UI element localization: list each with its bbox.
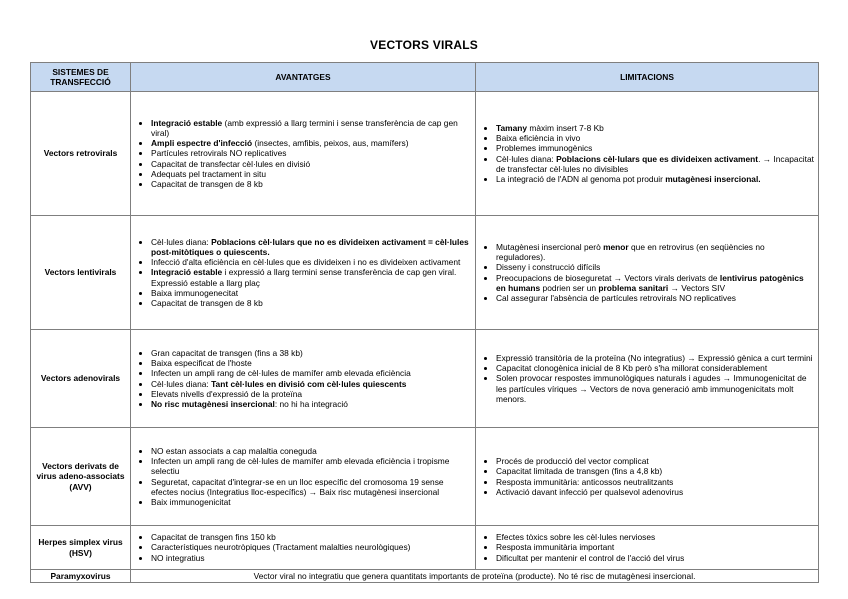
text: Infecció d'alta eficiència en cèl·lules que es divideixen i no es divideixen activament — [151, 257, 461, 268]
text: i expressió a llarg termini sense transferència de cap gen viral. Expressió estable a llarg plaç — [151, 267, 457, 288]
advantage-item — [151, 348, 471, 358]
header-row — [31, 63, 819, 92]
limitation-item — [496, 143, 814, 153]
text: Infecten un ampli rang de cèl·lules de mamífer amb elevada eficiència i tropisme selectiu — [151, 456, 450, 477]
bold-text: Ampli espectre d'infecció — [151, 138, 253, 149]
limitation-item — [496, 542, 814, 552]
advantage-item — [151, 379, 471, 389]
text: Resposta immunitària: anticossos neutralitzants — [496, 476, 674, 487]
advantage-list — [131, 117, 475, 190]
text: Capacitat de transgen de 8 kb — [151, 179, 263, 189]
limitations-cell — [476, 330, 819, 428]
limitation-item — [496, 273, 814, 293]
vectors-table — [30, 62, 819, 583]
limitation-item — [496, 553, 814, 563]
advantage-item — [151, 138, 471, 148]
text: Cal assegurar l'absència de partícules retrovirals NO replicatives — [496, 292, 736, 303]
system-name: Vectors retrovirals — [31, 92, 131, 216]
advantage-item — [151, 169, 471, 179]
limitation-item — [496, 293, 814, 303]
bold-text: lentivirus patogènics en humans — [496, 272, 804, 293]
limitation-item — [496, 466, 814, 476]
limitation-item — [496, 242, 814, 262]
bold-text: Poblacions cèl·lulars que no es divideixen activament = cèl·lules post-mitòtiques o quiescents. — [151, 236, 469, 257]
table-row — [31, 216, 819, 330]
bold-text: Tant cèl·lules en divisió com cèl·lules quiescents — [211, 378, 407, 389]
advantage-item — [151, 456, 471, 476]
bold-text: problema sanitari — [598, 282, 669, 293]
text: (amb expressió a llarg termini i sense transferència de cap gen viral) — [151, 117, 458, 138]
limitation-item — [496, 477, 814, 487]
advantage-item — [151, 148, 471, 158]
system-name: Vectors derivats de virus adeno-associats (AVV) — [31, 428, 131, 526]
table-row — [31, 330, 819, 428]
advantages-cell — [131, 92, 476, 216]
text: . → Incapacitat de transfectar cèl·lules no divisibles — [496, 153, 814, 174]
header-limitations: LIMITACIONS — [476, 63, 819, 92]
bold-text: Tamany — [496, 122, 528, 133]
advantage-item — [151, 553, 471, 563]
advantages-cell — [131, 526, 476, 570]
text: Adequats pel tractament in situ — [151, 168, 266, 179]
paramyxovirus-description: Vector viral no integratiu que genera quantitats importants de proteïna (producte). No té risc de mutagènesi insercional. — [131, 570, 819, 583]
table-row — [31, 92, 819, 216]
advantage-item — [151, 159, 471, 169]
limitation-item — [496, 532, 814, 542]
limitation-item — [496, 353, 814, 363]
text: (insectes, amfibis, peixos, aus, mamífers) — [252, 138, 409, 149]
text: → Vectors SIV — [668, 282, 726, 293]
text: podrien ser un — [540, 282, 599, 293]
text: màxim insert 7-8 Kb — [527, 122, 604, 133]
system-name: Herpes simplex virus (HSV) — [31, 526, 131, 570]
text: Capacitat de transfectar cèl·lules en divisió — [151, 158, 311, 169]
header-advantages: AVANTATGES — [131, 63, 476, 92]
text: La integració de l'ADN al genoma pot produir — [496, 173, 666, 184]
limitation-list — [476, 455, 818, 498]
text: Cèl·lules diana: — [151, 378, 212, 389]
text: Baix immunogenicitat — [151, 496, 231, 507]
system-name: Vectors adenovirals — [31, 330, 131, 428]
advantages-cell — [131, 428, 476, 526]
text: : no hi ha integració — [274, 398, 348, 409]
advantage-item — [151, 399, 471, 409]
advantage-item — [151, 237, 471, 257]
text: Capacitat de transgen de 8 kb — [151, 298, 263, 308]
text: Capacitat limitada de transgen (fins a 4,8 kb) — [496, 466, 663, 477]
text: Cèl·lules diana: — [496, 153, 557, 164]
text: Seguretat, capacitat d'integrar-se en un lloc específic del cromosoma 19 sense efectes nocius (Integratius lloc-específics) → Baix risc mutagènesi insercional — [151, 476, 444, 497]
limitation-item — [496, 174, 814, 184]
limitations-cell — [476, 92, 819, 216]
advantage-item — [151, 288, 471, 298]
advantage-item — [151, 298, 471, 308]
text: Mutagènesi insercional però — [496, 241, 604, 252]
bold-text: No risc mutagènesi insercional — [151, 398, 275, 409]
advantage-item — [151, 267, 471, 287]
advantages-cell — [131, 216, 476, 330]
limitation-list — [476, 122, 818, 185]
advantage-list — [131, 531, 475, 564]
table-row-last — [31, 570, 819, 583]
text: NO estan associats a cap malaltia coneguda — [151, 445, 317, 456]
advantage-item — [151, 446, 471, 456]
advantage-item — [151, 497, 471, 507]
text: Dificultat per mantenir el control de l'acció del virus — [496, 552, 685, 563]
limitation-item — [496, 262, 814, 272]
text: Infecten un ampli rang de cèl·lules de mamífer amb elevada eficiència — [151, 368, 411, 379]
advantages-cell — [131, 330, 476, 428]
table-row — [31, 428, 819, 526]
text: Característiques neurotròpiques (Tractament malalties neurològiques) — [151, 542, 411, 553]
text: Elevats nivells d'expressió de la proteïna — [151, 388, 303, 399]
limitations-cell — [476, 216, 819, 330]
bold-text: mutagènesi insercional. — [665, 173, 761, 184]
text: Problemes immunogènics — [496, 143, 593, 154]
advantage-item — [151, 257, 471, 267]
advantage-list — [131, 445, 475, 508]
limitations-cell — [476, 428, 819, 526]
text: Resposta immunitària important — [496, 542, 615, 553]
bold-text: Integració estable — [151, 117, 223, 128]
text: Baixa eficiència in vivo — [496, 133, 581, 144]
text: Solen provocar respostes immunològiques naturals i agudes → Immunogenicitat de les partícules víriques → Vectors de nova generació amb immunogenicitats molt menors. — [496, 373, 807, 404]
text: NO integratius — [151, 552, 205, 563]
table-row — [31, 526, 819, 570]
limitation-list — [476, 352, 818, 405]
limitation-list — [476, 531, 818, 564]
text: Capacitat clonogènica inicial de 8 Kb però s'ha millorat considerablement — [496, 363, 768, 374]
system-name: Paramyxovirus — [31, 570, 131, 583]
advantage-item — [151, 532, 471, 542]
advantage-item — [151, 368, 471, 378]
text: Activació davant infecció per qualsevol adenovirus — [496, 486, 684, 497]
document-title: VECTORS VIRALS — [370, 38, 478, 52]
limitation-item — [496, 154, 814, 174]
limitation-item — [496, 487, 814, 497]
limitation-item — [496, 456, 814, 466]
advantage-item — [151, 542, 471, 552]
advantage-list — [131, 236, 475, 309]
text: que en retrovirus (en seqüències no reguladores). — [496, 241, 765, 263]
text: Gran capacitat de transgen (fins a 38 kb) — [151, 347, 303, 358]
text: Disseny i construcció difícils — [496, 262, 601, 273]
limitations-cell — [476, 526, 819, 570]
advantage-item — [151, 477, 471, 497]
limitation-item — [496, 133, 814, 143]
limitation-item — [496, 363, 814, 373]
text: Efectes tòxics sobre les cèl·lules nervioses — [496, 532, 656, 543]
header-systems: SISTEMES DE TRANSFECCIÓ — [31, 63, 131, 92]
text: Cèl·lules diana: — [151, 236, 212, 247]
advantage-item — [151, 118, 471, 138]
limitation-item — [496, 373, 814, 404]
text: Baixa especificat de l'hoste — [151, 358, 252, 369]
text: Preocupacions de bioseguretat → Vectors virals derivats de — [496, 272, 720, 283]
bold-text: Poblacions cèl·lulars que es divideixen activament — [556, 153, 759, 164]
advantage-item — [151, 389, 471, 399]
system-name: Vectors lentivirals — [31, 216, 131, 330]
limitation-list — [476, 241, 818, 304]
advantage-list — [131, 347, 475, 410]
text: Baixa immunogenecitat — [151, 287, 239, 298]
bold-text: menor — [603, 241, 629, 252]
text: Partícules retrovirals NO replicatives — [151, 148, 287, 159]
table-body — [31, 92, 819, 583]
text: Capacitat de transgen fins 150 kb — [151, 532, 276, 543]
advantage-item — [151, 358, 471, 368]
text: Procés de producció del vector complicat — [496, 456, 649, 467]
bold-text: Integració estable — [151, 267, 223, 278]
text: Expressió transitòria de la proteïna (No integratius) → Expressió gènica a curt termini — [496, 352, 813, 363]
limitation-item — [496, 123, 814, 133]
advantage-item — [151, 179, 471, 189]
